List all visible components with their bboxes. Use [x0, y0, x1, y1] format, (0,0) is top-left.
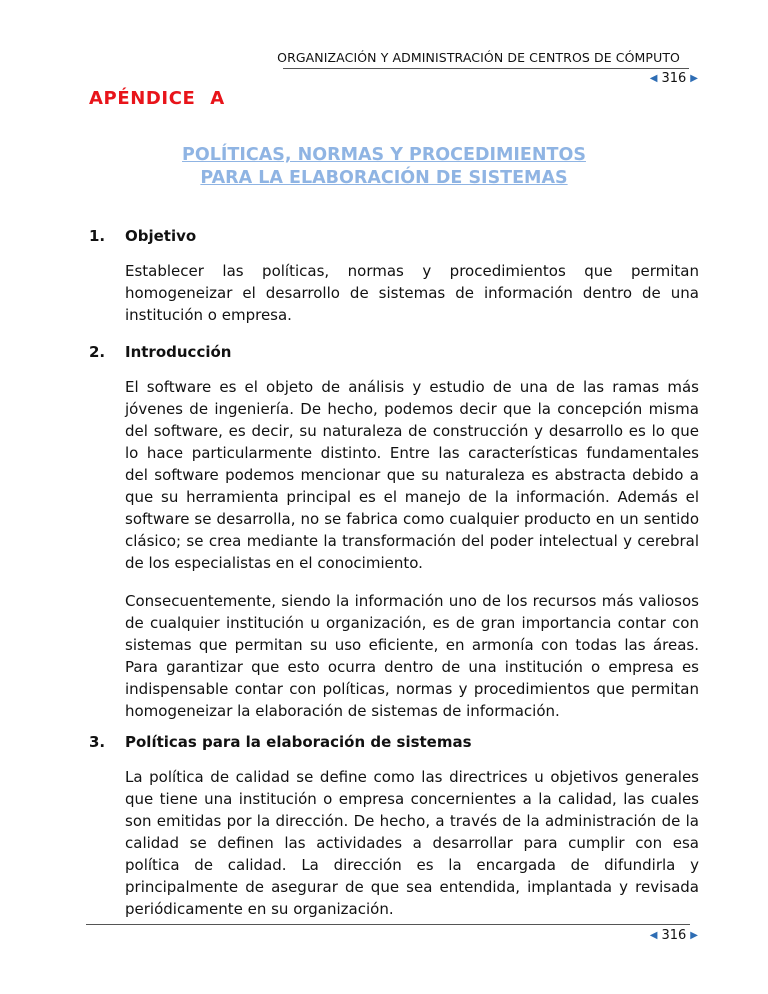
previous-page-arrow-icon: ◀: [649, 72, 658, 84]
page-number-bottom: [650, 928, 698, 943]
section-number: 2.: [89, 343, 106, 361]
footer-divider: [86, 924, 690, 925]
next-page-arrow-icon: ▶: [690, 929, 698, 941]
section-heading: [89, 226, 699, 246]
section-objetivo: [89, 226, 699, 326]
section-politicas: [89, 732, 699, 920]
page-title: [0, 144, 768, 190]
section-title: Introducción: [125, 343, 232, 361]
header-divider: [283, 68, 689, 69]
running-header-title: ORGANIZACIÓN Y ADMINISTRACIÓN DE CENTROS DE CÓMPUTO: [277, 50, 680, 65]
section-title: Políticas para la elaboración de sistemas: [125, 733, 472, 751]
section-heading: [89, 342, 699, 362]
section-number: 3.: [89, 733, 106, 751]
section-paragraph: Consecuentemente, siendo la información uno de los recursos más valiosos de cualquier institución u organización, es de gran importancia contar con sistemas que permitan su uso eficiente, en armonía con todas las áreas. Para garantizar que esto ocurra dentro de una institución o empresa es indispensable contar con políticas, normas y procedimientos que permitan homogeneizar la elaboración de sistemas de información.: [125, 592, 699, 720]
section-introduccion: [89, 342, 699, 722]
section-paragraph: La política de calidad se define como las directrices u objetivos generales que tiene una institución o empresa concernientes a la calidad, las cuales son emitidas por la dirección. De hecho, a través de la administración de la calidad se definen las actividades a desarrollar para cumplir con esa política de calidad. La dirección es la encargada de difundirla y principalmente de asegurar de que sea entendida, implantada y revisada periódicamente en su organización.: [125, 768, 699, 918]
page-title-line-2: PARA LA ELABORACIÓN DE SISTEMAS: [200, 168, 568, 188]
appendix-label: APÉNDICE A: [89, 88, 225, 109]
page-number-top-value: 316: [661, 71, 687, 86]
section-paragraph: El software es el objeto de análisis y estudio de una de las ramas más jóvenes de ingeniería. De hecho, podemos decir que la concepción misma del software, es decir, su naturaleza de construcción y desarrollo es lo que lo hace particularmente distinto. Entre las características fundamentales del software podemos mencionar que su naturaleza es abstracta debido a que su herramienta principal es el manejo de la información. Además el software se desarrolla, no se fabrica como cualquier producto en un sentido clásico; se crea mediante la transformación del poder intelectual y cerebral de los especialistas en el conocimiento.: [125, 378, 699, 572]
section-title: Objetivo: [125, 227, 197, 245]
page-title-line-1: POLÍTICAS, NORMAS Y PROCEDIMIENTOS: [182, 145, 586, 165]
section-heading: [89, 732, 699, 752]
page-number-top: [650, 71, 698, 86]
page-number-bottom-value: 316: [661, 928, 687, 943]
next-page-arrow-icon: ▶: [690, 72, 698, 84]
section-paragraph: Establecer las políticas, normas y procedimientos que permitan homogeneizar el desarrollo de sistemas de información dentro de una institución o empresa.: [125, 262, 699, 324]
previous-page-arrow-icon: ◀: [649, 929, 658, 941]
section-number: 1.: [89, 227, 106, 245]
